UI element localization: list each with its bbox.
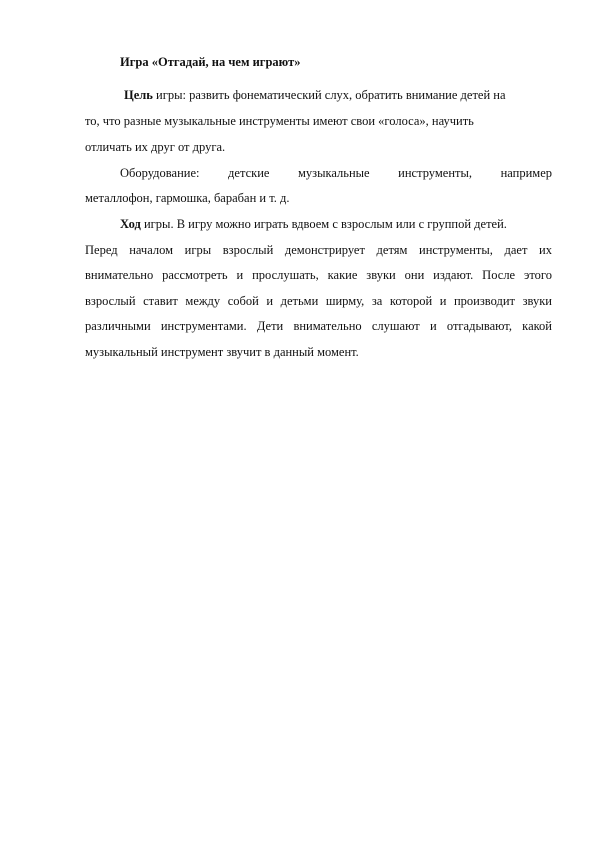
goal-text-1: игры: развить фонематический слух, обратить внимание детей на [152,88,506,102]
goal-label: Цель [124,88,153,102]
procedure-line-5: различными инструментами. Дети внимательно слушают и отгадывают, какой [85,319,552,333]
procedure-line-1 [120,216,552,232]
goal-line-2: то, что разные музыкальные инструменты имеют свои «голоса», научить [85,114,474,128]
procedure-line-4: взрослый ставит между собой и детьми ширму, за которой и производит звуки [85,294,552,308]
procedure-line-6: музыкальный инструмент звучит в данный момент. [85,345,359,359]
goal-line-3: отличать их друг от друга. [85,140,226,154]
procedure-line-3: внимательно рассмотреть и прослушать, какие звуки они издают. После этого [85,268,552,282]
procedure-line-2: Перед началом игры взрослый демонстрирует детям инструменты, дает их [85,243,552,257]
document-title: Игра «Отгадай, на чем играют» [120,55,301,69]
procedure-text-1: игры. В игру можно играть вдвоем с взрослым или с группой детей. [140,217,507,231]
equipment-line-2: металлофон, гармошка, барабан и т. д. [85,191,290,205]
procedure-label: Ход [120,217,141,231]
goal-line-1 [124,87,552,103]
equipment-line-1: Оборудование: детские музыкальные инструменты, например [120,166,552,180]
